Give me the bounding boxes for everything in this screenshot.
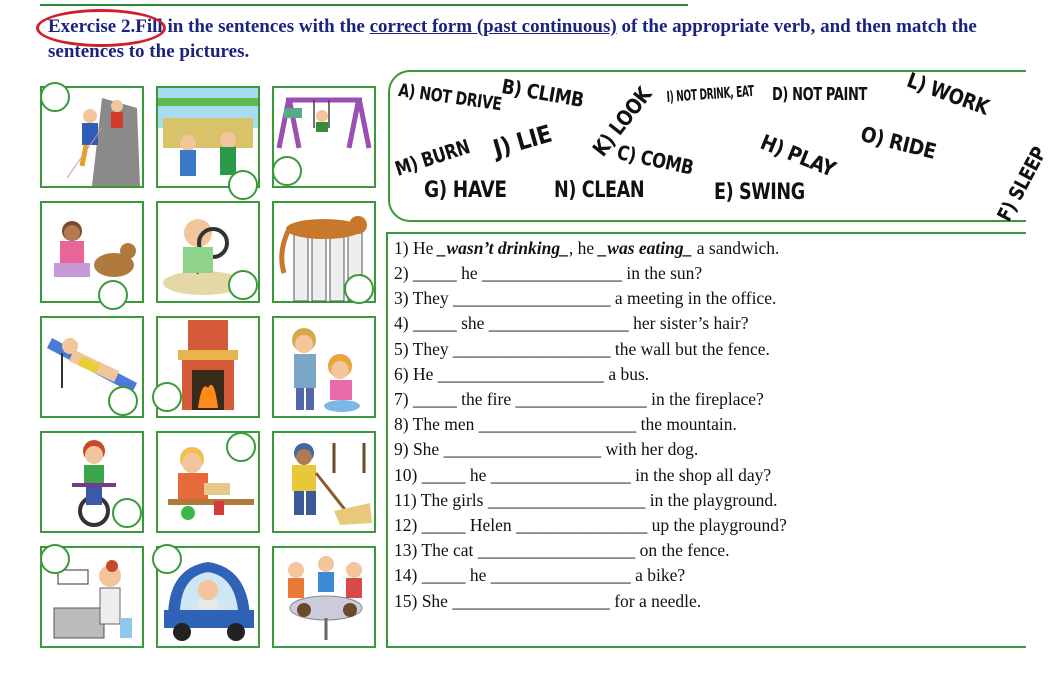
- answer-circle[interactable]: [228, 270, 258, 300]
- verb-option: H) PLAY: [757, 130, 839, 182]
- verb-option: J) LIE: [490, 119, 555, 163]
- picture-girl-dog[interactable]: [40, 201, 144, 303]
- picture-cleaning[interactable]: [272, 431, 376, 533]
- verb-option: O) RIDE: [858, 122, 939, 164]
- answer-circle[interactable]: [98, 280, 128, 310]
- sentence-4[interactable]: 4) _____ she ________________ her sister’s hair?: [394, 313, 749, 333]
- combing-hair-illustration: [274, 318, 374, 416]
- answer-circle[interactable]: [40, 82, 70, 112]
- sentence-14[interactable]: 14) _____ he ________________ a bike?: [394, 565, 686, 585]
- verb-option: D) NOT PAINT: [772, 84, 867, 105]
- verb-option: L) WORK: [903, 68, 993, 120]
- answer-circle[interactable]: [228, 170, 258, 200]
- red-circle-mark: [36, 9, 166, 47]
- answer-example: _wasn’t drinking_: [437, 238, 569, 258]
- answer-circle[interactable]: [344, 274, 374, 304]
- answer-circle-numbered[interactable]: [226, 432, 256, 462]
- verb-option: F) SLEEP: [992, 142, 1051, 226]
- verb-option: M) BURN: [392, 134, 473, 181]
- answer-circle[interactable]: [272, 156, 302, 186]
- verb-option: A) NOT DRIVE: [397, 80, 503, 116]
- sentence-6[interactable]: 6) He ___________________ a bus.: [394, 364, 650, 384]
- sentence-8[interactable]: 8) The men __________________ the mountain.: [394, 414, 737, 434]
- sentence-1: 1) He _wasn’t drinking_, he _was eating_ a sandwich.: [394, 238, 780, 258]
- answer-circle[interactable]: [40, 544, 70, 574]
- sentence-10[interactable]: 10) _____ he ________________ in the shop all day?: [394, 465, 772, 485]
- answer-circle[interactable]: [112, 498, 142, 528]
- verb-option: E) SWING: [714, 180, 805, 205]
- verb-option: G) HAVE: [424, 178, 507, 203]
- sentences-panel: [386, 232, 1026, 648]
- sentence-5[interactable]: 5) They __________________ the wall but the fence.: [394, 339, 770, 359]
- verb-option: N) CLEAN: [554, 178, 645, 203]
- exercise-label: Exercise 2.: [48, 14, 135, 39]
- sentence-11[interactable]: 11) The girls __________________ in the playground.: [394, 490, 778, 510]
- sentence-2[interactable]: 2) _____ he ________________ in the sun?: [394, 263, 703, 283]
- sentence-13[interactable]: 13) The cat __________________ on the fence.: [394, 540, 730, 560]
- picture-combing-hair[interactable]: [272, 316, 376, 418]
- picture-meeting[interactable]: [272, 546, 376, 648]
- verb-option: C) COMB: [615, 140, 696, 180]
- meeting-illustration: [274, 548, 374, 646]
- sentence-12[interactable]: 12) _____ Helen _______________ up the playground?: [394, 515, 787, 535]
- answer-circle[interactable]: [152, 544, 182, 574]
- instruction-highlight: correct form (past continuous): [369, 16, 617, 37]
- girl-with-dog-illustration: [42, 203, 142, 301]
- sentence-9[interactable]: 9) She __________________ with her dog.: [394, 439, 699, 459]
- sentence-15[interactable]: 15) She __________________ for a needle.: [394, 591, 702, 611]
- sentence-7[interactable]: 7) _____ the fire _______________ in the fireplace?: [394, 389, 764, 409]
- man-cleaning-illustration: [274, 433, 374, 531]
- answer-circle[interactable]: [152, 382, 182, 412]
- verb-option: I) NOT DRINK, EAT: [666, 81, 755, 106]
- top-divider: [40, 0, 688, 6]
- verb-option: K) LOOK: [588, 82, 657, 161]
- answer-circle[interactable]: [108, 386, 138, 416]
- sentence-3[interactable]: 3) They __________________ a meeting in the office.: [394, 288, 777, 308]
- answer-example: _was eating_: [598, 238, 693, 258]
- exercise-instructions: Exercise 2.Fill in the sentences with the correct form (past continuous) of the appropriate verb, and then match the sentences to the pictures.: [48, 14, 1008, 64]
- verb-option: B) CLIMB: [499, 74, 586, 113]
